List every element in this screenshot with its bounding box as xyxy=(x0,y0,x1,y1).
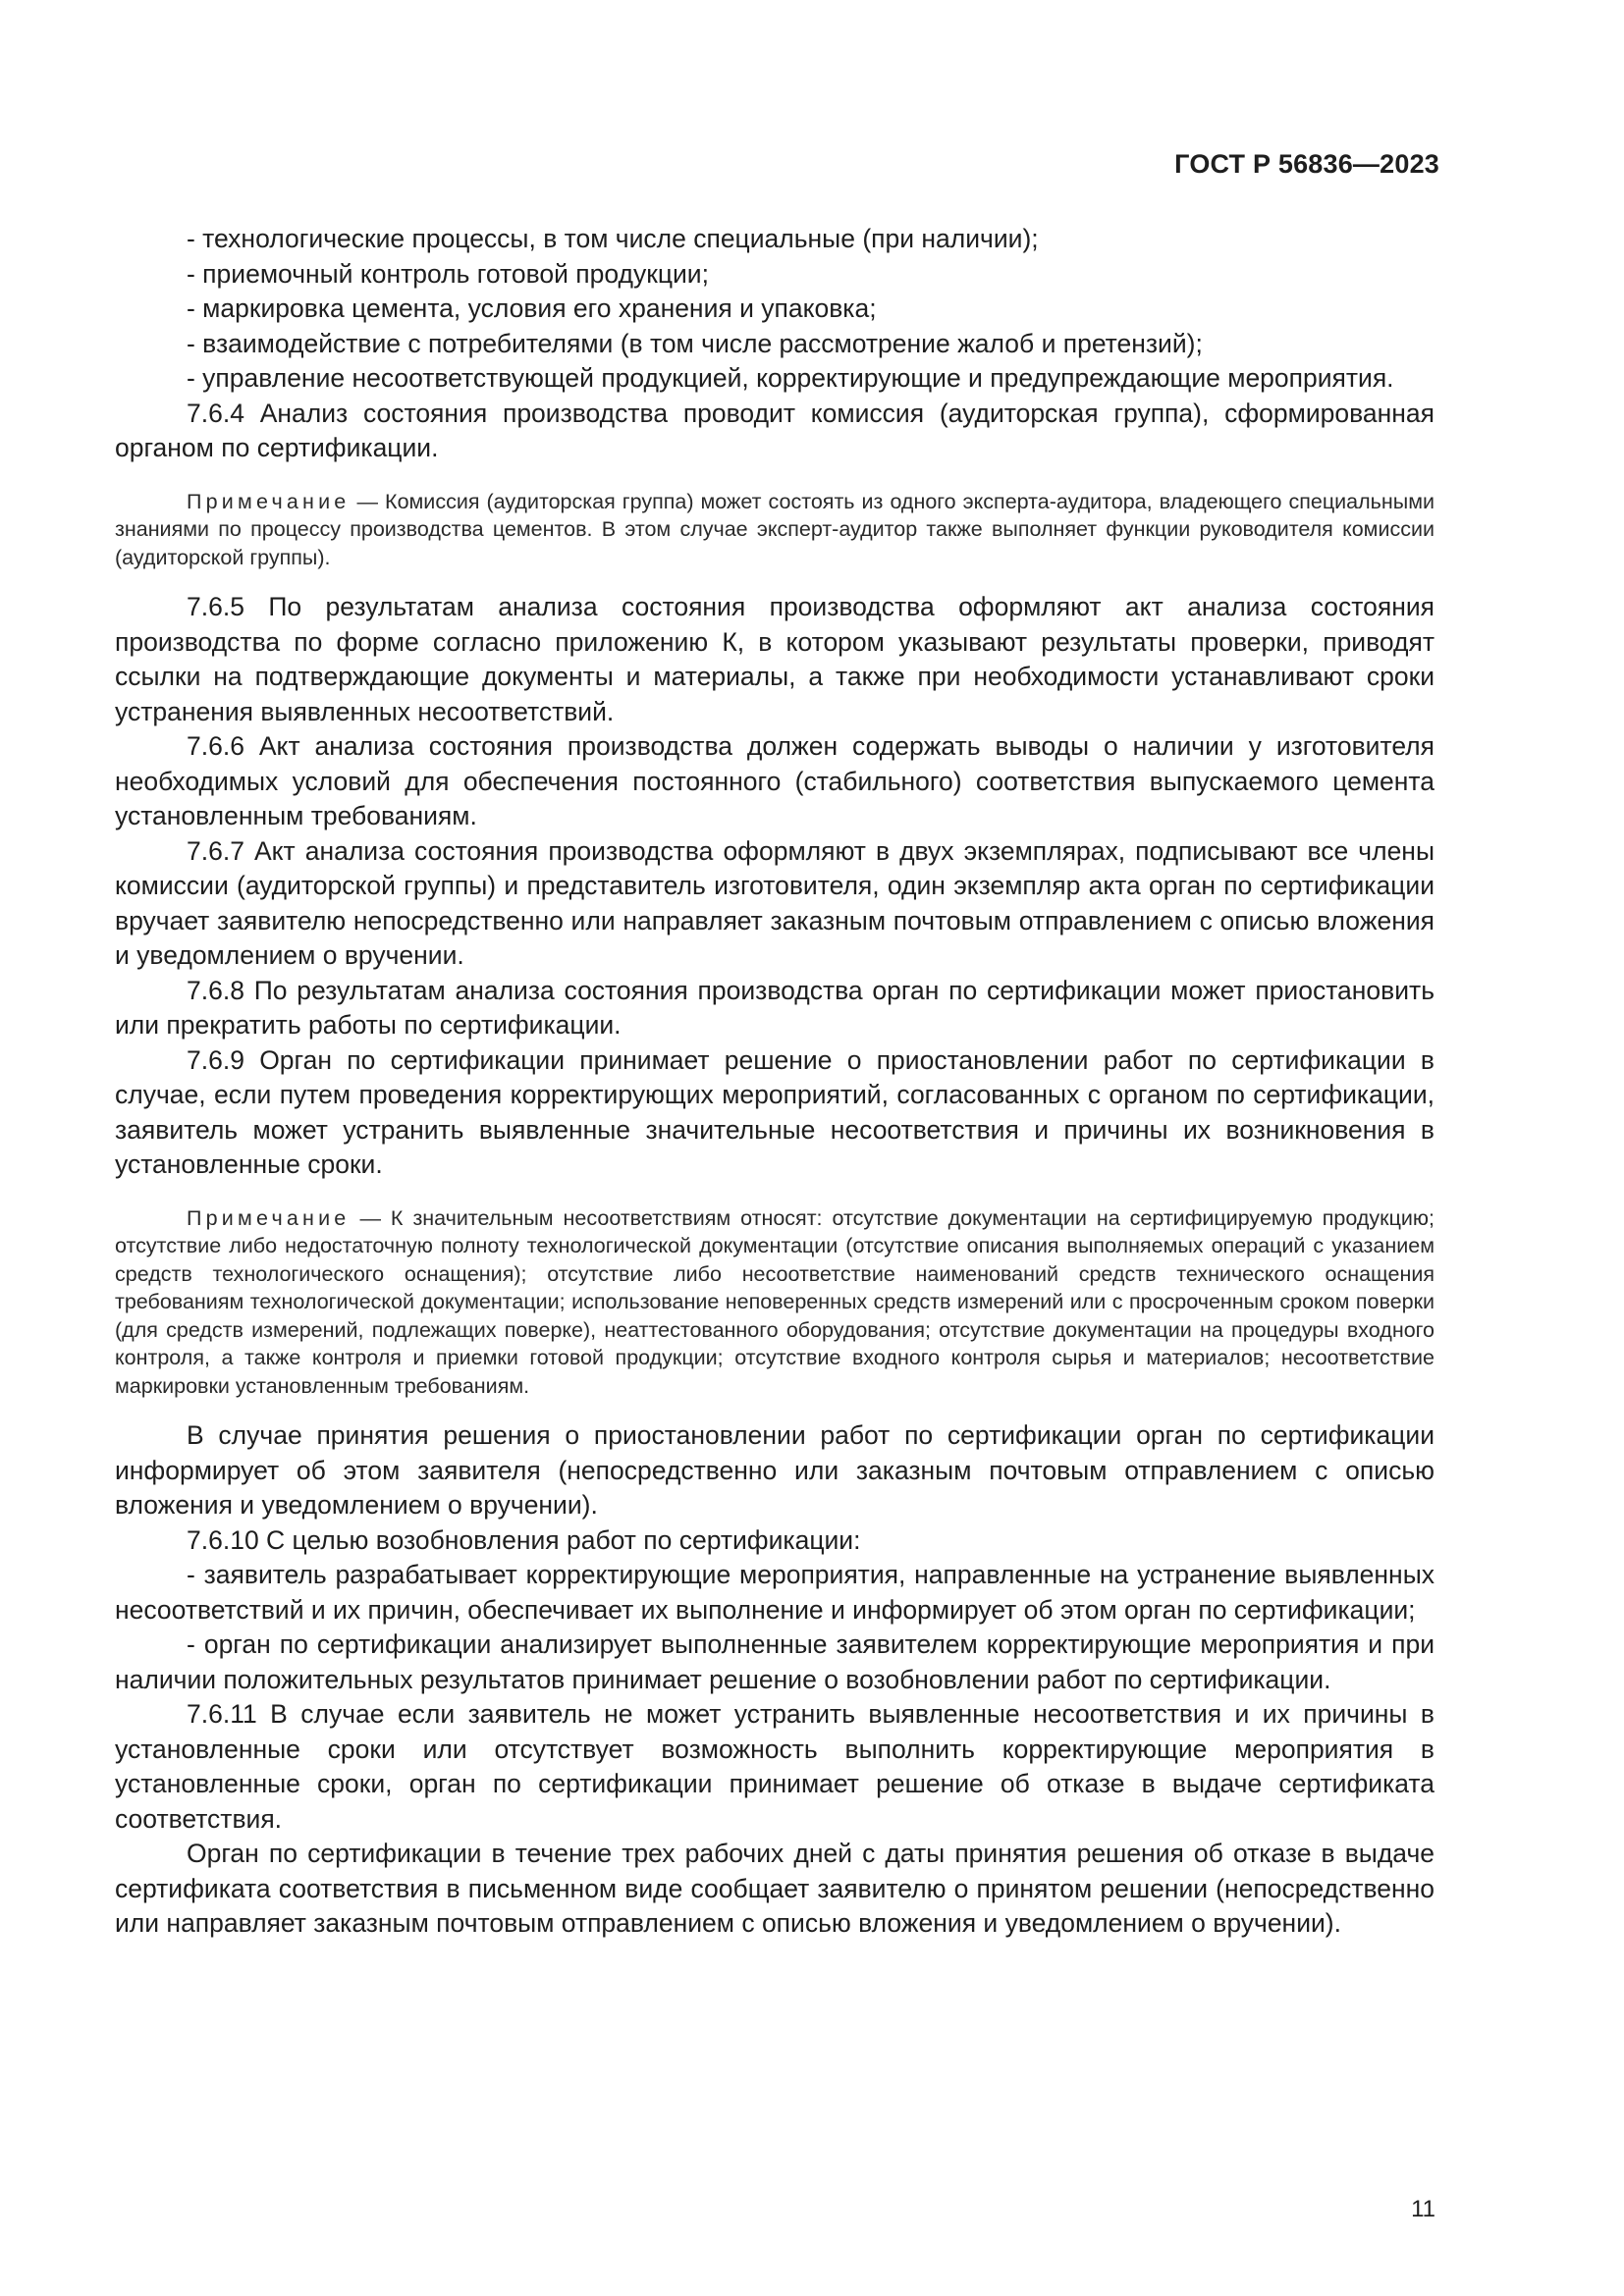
clause-7-6-5: 7.6.5 По результатам анализа состояния производства оформляют акт анализа состояния производства по форме согласно приложению К, в котором указывают результаты проверки, приводят ссылки на подтверждающие документы и материалы, а также при необходимости устанавливают сроки устранения выявленных несоответствий. xyxy=(115,592,1435,726)
list-item: - маркировка цемента, условия его хранения и упаковка; xyxy=(187,294,877,323)
paragraph-refusal: Орган по сертификации в течение трех рабочих дней с даты принятия решения об отказе в выдаче сертификата соответствия в письменном виде сообщает заявителю о принятом решении (непосредственно или направляет заказным почтовым отправлением с описью вложения и уведомлением о вручении). xyxy=(115,1839,1435,1938)
note-label: Примечание xyxy=(187,489,351,513)
document-code-header: ГОСТ Р 56836—2023 xyxy=(1174,149,1439,179)
document-body xyxy=(115,222,1435,1942)
list-item: - взаимодействие с потребителями (в том числе рассмотрение жалоб и претензий); xyxy=(187,328,1203,358)
list-item: - приемочный контроль готовой продукции; xyxy=(187,258,709,289)
clause-7-6-9: 7.6.9 Орган по сертификации принимает решение о приостановлении работ по сертификации в случае, если путем проведения корректирующих мероприятий, согласованных с органом по сертификации, заявитель может устранить выявленные значительные несоответствия и причины их возникновения в установленные сроки. xyxy=(115,1044,1435,1179)
clause-7-6-10-item-b: - орган по сертификации анализирует выполненные заявителем корректирующие мероприятия и при наличии положительных результатов принимает решение о возобновлении работ по сертификации. xyxy=(115,1629,1435,1694)
clause-7-6-11: 7.6.11 В случае если заявитель не может устранить выявленные несоответствия и их причины в установленные сроки или отсутствует возможность выполнить корректирующие мероприятия в установленные сроки, орган по сертификации принимает решение об отказе в выдаче сертификата соответствия. xyxy=(115,1699,1435,1834)
note-1 xyxy=(115,488,1435,572)
note-text: — Комиссия (аудиторская группа) может состоять из одного эксперта-аудитора, владеющего специальными знаниями по процессу производства цементов. В этом случае эксперт-аудитор также выполняет функции руководителя комиссии (аудиторской группы). xyxy=(115,489,1435,569)
note-text: — К значительным несоответствиям относят: отсутствие документации на сертифицируемую продукцию; отсутствие либо недостаточную полноту технологической документации (отсутствие описания выполняемых операций с указанием средств технологического оснащения); отсутствие либо несоответствие наименований средств технического оснащения требованиям технологической документации; использование неповеренных средств измерений или с просроченным сроком поверки (для средств измерений, подлежащих поверке), неаттестованного оборудования; отсутствие документации на процедуры входного контроля, а также контроля и приемки готовой продукции; отсутствие входного контроля сырья и материалов; несоответствие маркировки установленным требованиям. xyxy=(115,1205,1435,1398)
note-2 xyxy=(115,1204,1435,1401)
clause-7-6-6: 7.6.6 Акт анализа состояния производства должен содержать выводы о наличии у изготовителя необходимых условий для обеспечения постоянного (стабильного) соответствия выпускаемого цемента установленным требованиям. xyxy=(115,731,1435,830)
page-number: 11 xyxy=(1411,2196,1435,2222)
list-item: - управление несоответствующей продукцией, корректирующие и предупреждающие мероприятия. xyxy=(187,363,1394,393)
note-label: Примечание xyxy=(187,1205,351,1230)
paragraph-suspension: В случае принятия решения о приостановлении работ по сертификации орган по сертификации информирует об этом заявителя (непосредственно или заказным почтовым отправлением с описью вложения и уведомлением о вручении). xyxy=(115,1420,1435,1520)
clause-7-6-10: 7.6.10 С целью возобновления работ по сертификации: xyxy=(187,1524,861,1555)
list-item: - технологические процессы, в том числе специальные (при наличии); xyxy=(187,224,1039,253)
clause-7-6-4: 7.6.4 Анализ состояния производства проводит комиссия (аудиторская группа), сформированная органом по сертификации. xyxy=(115,398,1435,462)
clause-7-6-10-item-a: - заявитель разрабатывает корректирующие мероприятия, направленные на устранение выявленных несоответствий и их причин, обеспечивает их выполнение и информирует об этом орган по сертификации; xyxy=(115,1560,1435,1625)
clause-7-6-8: 7.6.8 По результатам анализа состояния производства орган по сертификации может приостановить или прекратить работы по сертификации. xyxy=(115,975,1435,1040)
clause-7-6-7: 7.6.7 Акт анализа состояния производства оформляют в двух экземплярах, подписывают все члены комиссии (аудиторской группы) и представитель изготовителя, один экземпляр акта орган по сертификации вручает заявителю непосредственно или направляет заказным почтовым отправлением с описью вложения и уведомлением о вручении. xyxy=(115,835,1435,970)
